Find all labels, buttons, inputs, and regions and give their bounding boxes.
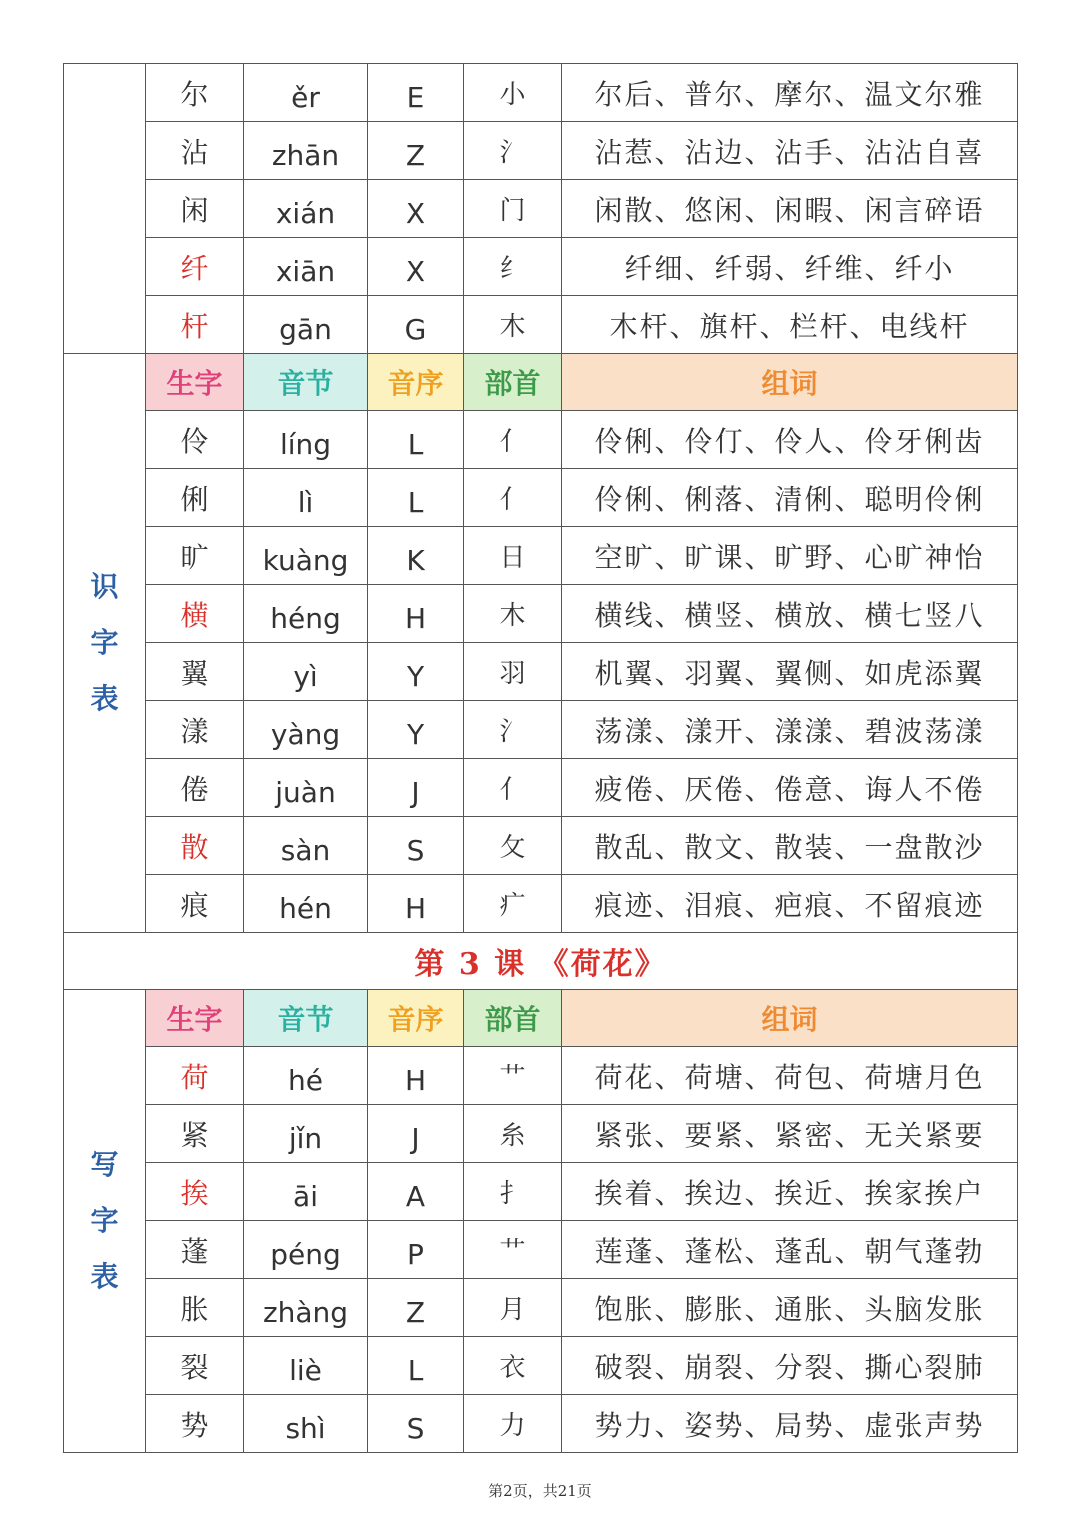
character-cell: 杆 [146,296,244,354]
table-row [64,701,1018,759]
pinyin-cell: ěr [244,64,368,122]
radical-cell: 亻 [464,759,562,817]
radical-cell: 羽 [464,643,562,701]
character-cell: 蓬 [146,1221,244,1279]
radical-cell: 木 [464,585,562,643]
index-letter-cell: Z [368,1279,464,1337]
words-cell: 伶俐、俐落、清俐、聪明伶俐 [562,469,1018,527]
character-cell: 伶 [146,411,244,469]
table-row [64,875,1018,933]
radical-cell: 疒 [464,875,562,933]
pinyin-cell: héng [244,585,368,643]
radical-cell: 氵 [464,701,562,759]
radical-cell: 小 [464,64,562,122]
header-char: 生字 [146,354,244,411]
table-row [64,296,1018,354]
character-cell: 纤 [146,238,244,296]
character-cell: 裂 [146,1337,244,1395]
header-radical: 部首 [464,354,562,411]
radical-cell: 亻 [464,469,562,527]
table-row [64,585,1018,643]
character-cell: 横 [146,585,244,643]
index-letter-cell: Z [368,122,464,180]
words-cell: 挨着、挨边、挨近、挨家挨户 [562,1163,1018,1221]
header-pinyin: 音节 [244,990,368,1047]
index-letter-cell: H [368,585,464,643]
header-index: 音序 [368,990,464,1047]
table-row [64,122,1018,180]
pinyin-cell: xiān [244,238,368,296]
index-letter-cell: P [368,1221,464,1279]
words-cell: 空旷、旷课、旷野、心旷神怡 [562,527,1018,585]
radical-cell: 艹 [464,1221,562,1279]
pinyin-cell: juàn [244,759,368,817]
page-footer: 第2页，共21页 [488,1482,592,1500]
character-cell: 散 [146,817,244,875]
section-label-char: 字 [90,1204,119,1237]
pinyin-cell: zhān [244,122,368,180]
radical-cell: 日 [464,527,562,585]
radical-cell: 氵 [464,122,562,180]
words-cell: 荡漾、漾开、漾漾、碧波荡漾 [562,701,1018,759]
index-letter-cell: J [368,1105,464,1163]
radical-cell: 门 [464,180,562,238]
pinyin-cell: gān [244,296,368,354]
character-cell: 沾 [146,122,244,180]
section-cell-blank [64,64,146,354]
vocabulary-table [63,63,1018,1453]
table-row [64,1221,1018,1279]
table-row [64,1163,1018,1221]
pinyin-cell: xián [244,180,368,238]
table-row [64,469,1018,527]
table-row [64,817,1018,875]
radical-cell: 月 [464,1279,562,1337]
header-index: 音序 [368,354,464,411]
index-letter-cell: L [368,469,464,527]
words-cell: 闲散、悠闲、闲暇、闲言碎语 [562,180,1018,238]
header-words: 组词 [562,354,1018,411]
table-row [64,411,1018,469]
table-row [64,1047,1018,1105]
radical-cell: 扌 [464,1163,562,1221]
character-cell: 紧 [146,1105,244,1163]
pinyin-cell: liè [244,1337,368,1395]
pinyin-cell: líng [244,411,368,469]
header-char: 生字 [146,990,244,1047]
words-cell: 木杆、旗杆、栏杆、电线杆 [562,296,1018,354]
pinyin-cell: yì [244,643,368,701]
table-row [64,1337,1018,1395]
character-cell: 势 [146,1395,244,1453]
character-cell: 倦 [146,759,244,817]
words-cell: 沾惹、沾边、沾手、沾沾自喜 [562,122,1018,180]
index-letter-cell: L [368,1337,464,1395]
index-letter-cell: S [368,1395,464,1453]
index-letter-cell: Y [368,643,464,701]
table-row [64,238,1018,296]
character-cell: 闲 [146,180,244,238]
index-letter-cell: L [368,411,464,469]
table-row [64,1279,1018,1337]
section-write [64,990,146,1453]
words-cell: 伶俐、伶仃、伶人、伶牙俐齿 [562,411,1018,469]
section-label-char: 字 [90,626,119,659]
character-cell: 翼 [146,643,244,701]
character-cell: 尔 [146,64,244,122]
words-cell: 疲倦、厌倦、倦意、诲人不倦 [562,759,1018,817]
section-label-char: 表 [90,682,119,715]
header-radical: 部首 [464,990,562,1047]
index-letter-cell: J [368,759,464,817]
words-cell: 饱胀、膨胀、通胀、头脑发胀 [562,1279,1018,1337]
words-cell: 纤细、纤弱、纤维、纤小 [562,238,1018,296]
pinyin-cell: āi [244,1163,368,1221]
lesson-title: 第 3 课 《荷花》 [64,933,1018,990]
radical-cell: 攵 [464,817,562,875]
character-cell: 旷 [146,527,244,585]
table-row [64,643,1018,701]
header-row [64,990,1018,1047]
words-cell: 势力、姿势、局势、虚张声势 [562,1395,1018,1453]
radical-cell: 衣 [464,1337,562,1395]
lesson-title-row [64,933,1018,990]
words-cell: 紧张、要紧、紧密、无关紧要 [562,1105,1018,1163]
pinyin-cell: zhàng [244,1279,368,1337]
words-cell: 尔后、普尔、摩尔、温文尔雅 [562,64,1018,122]
pinyin-cell: kuàng [244,527,368,585]
radical-cell: 亻 [464,411,562,469]
words-cell: 破裂、崩裂、分裂、撕心裂肺 [562,1337,1018,1395]
section-label-char: 写 [90,1148,119,1181]
radical-cell: 艹 [464,1047,562,1105]
index-letter-cell: X [368,180,464,238]
table-row [64,759,1018,817]
index-letter-cell: H [368,875,464,933]
index-letter-cell: H [368,1047,464,1105]
radical-cell: 力 [464,1395,562,1453]
index-letter-cell: A [368,1163,464,1221]
index-letter-cell: Y [368,701,464,759]
pinyin-cell: hén [244,875,368,933]
pinyin-cell: péng [244,1221,368,1279]
words-cell: 横线、横竖、横放、横七竖八 [562,585,1018,643]
table-row [64,64,1018,122]
pinyin-cell: jǐn [244,1105,368,1163]
words-cell: 机翼、羽翼、翼侧、如虎添翼 [562,643,1018,701]
radical-cell: 糸 [464,1105,562,1163]
character-cell: 俐 [146,469,244,527]
words-cell: 痕迹、泪痕、疤痕、不留痕迹 [562,875,1018,933]
character-cell: 荷 [146,1047,244,1105]
table-row [64,180,1018,238]
pinyin-cell: sàn [244,817,368,875]
header-pinyin: 音节 [244,354,368,411]
table-row [64,1395,1018,1453]
words-cell: 荷花、荷塘、荷包、荷塘月色 [562,1047,1018,1105]
character-cell: 胀 [146,1279,244,1337]
table-row [64,527,1018,585]
pinyin-cell: yàng [244,701,368,759]
header-words: 组词 [562,990,1018,1047]
character-cell: 痕 [146,875,244,933]
index-letter-cell: K [368,527,464,585]
index-letter-cell: X [368,238,464,296]
radical-cell: 木 [464,296,562,354]
header-row [64,354,1018,411]
index-letter-cell: S [368,817,464,875]
pinyin-cell: shì [244,1395,368,1453]
table-row [64,1105,1018,1163]
pinyin-cell: lì [244,469,368,527]
words-cell: 莲蓬、蓬松、蓬乱、朝气蓬勃 [562,1221,1018,1279]
character-cell: 漾 [146,701,244,759]
pinyin-cell: hé [244,1047,368,1105]
index-letter-cell: G [368,296,464,354]
section-label-char: 识 [90,570,119,603]
table-body [64,64,1018,1453]
section-recognize [64,354,146,933]
character-cell: 挨 [146,1163,244,1221]
index-letter-cell: E [368,64,464,122]
words-cell: 散乱、散文、散装、一盘散沙 [562,817,1018,875]
section-label-char: 表 [90,1260,119,1293]
radical-cell: 纟 [464,238,562,296]
